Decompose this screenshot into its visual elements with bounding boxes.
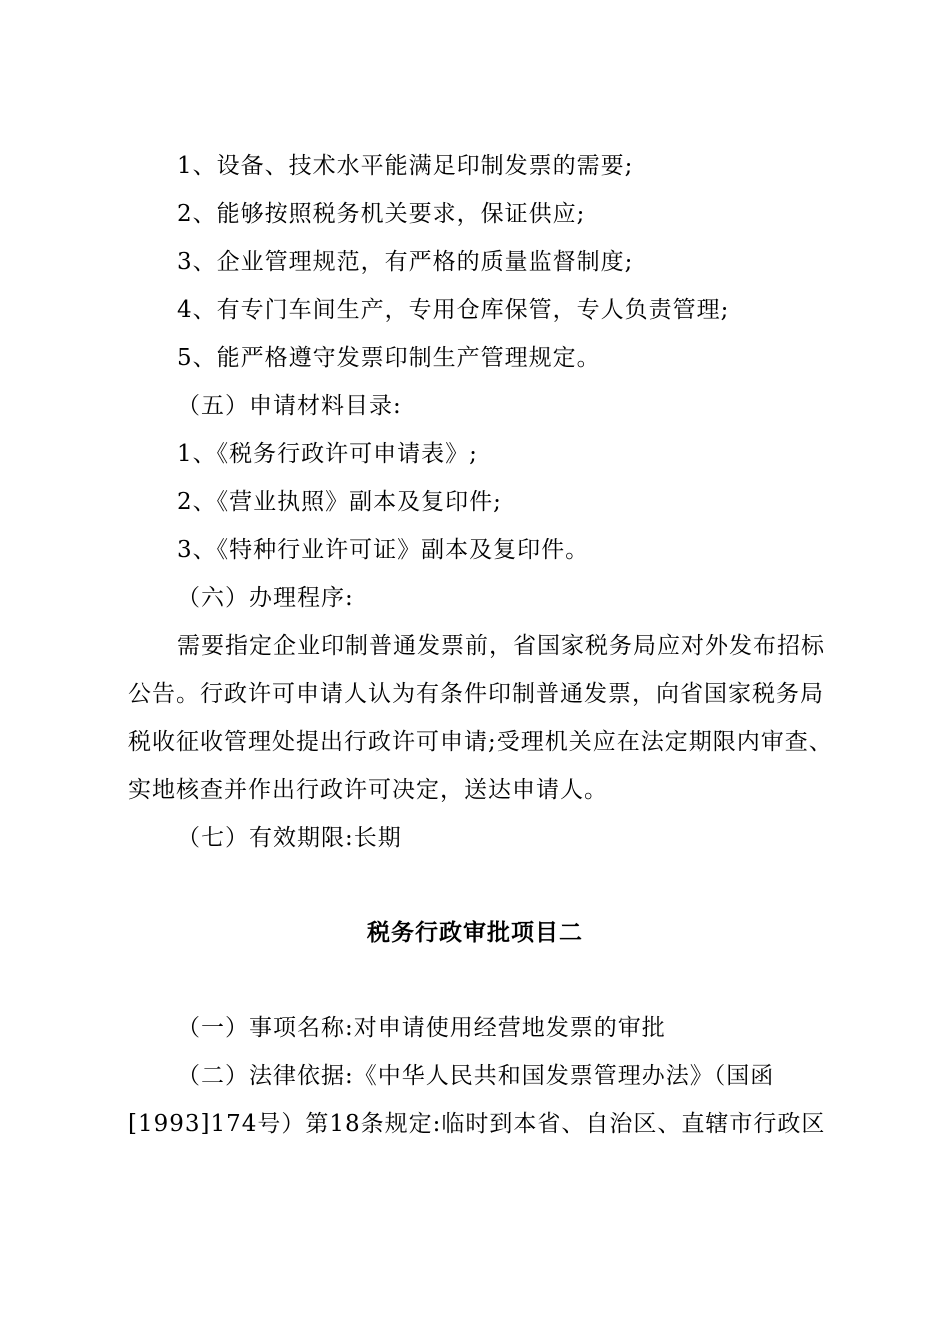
procedure-line-4: 实地核查并作出行政许可决定，送达申请人。 — [128, 777, 608, 803]
material-item-1: 1、《税务行政许可申请表》; — [177, 441, 478, 467]
requirement-line-4: 4、有专门车间生产，专用仓库保管，专人负责管理; — [177, 297, 730, 323]
materials-heading: （五）申请材料目录: — [177, 393, 402, 419]
legal-basis-line-2: [1993]174号）第18条规定:临时到本省、自治区、直辖市行政区 — [128, 1111, 826, 1137]
material-item-2: 2、《营业执照》副本及复印件; — [177, 489, 502, 515]
validity-line: （七）有效期限:长期 — [177, 825, 402, 851]
procedure-line-2: 公告。行政许可申请人认为有条件印制普通发票，向省国家税务局 — [128, 681, 824, 707]
requirement-line-2: 2、能够按照税务机关要求，保证供应; — [177, 201, 586, 227]
requirement-line-1: 1、设备、技术水平能满足印制发票的需要; — [177, 153, 634, 179]
procedure-heading: （六）办理程序: — [177, 585, 354, 611]
requirement-line-3: 3、企业管理规范，有严格的质量监督制度; — [177, 249, 634, 275]
section-heading: 税务行政审批项目二 — [367, 920, 583, 946]
procedure-line-3: 税收征收管理处提出行政许可申请;受理机关应在法定期限内审查、 — [128, 729, 833, 755]
material-item-3: 3、《特种行业许可证》副本及复印件。 — [177, 537, 590, 563]
procedure-line-1: 需要指定企业印制普通发票前，省国家税务局应对外发布招标 — [177, 633, 825, 659]
legal-basis-line-1: （二）法律依据:《中华人民共和国发票管理办法》（国函 — [177, 1063, 775, 1089]
requirement-line-5: 5、能严格遵守发票印制生产管理规定。 — [177, 345, 601, 371]
item-name-line: （一）事项名称:对申请使用经营地发票的审批 — [177, 1015, 666, 1041]
